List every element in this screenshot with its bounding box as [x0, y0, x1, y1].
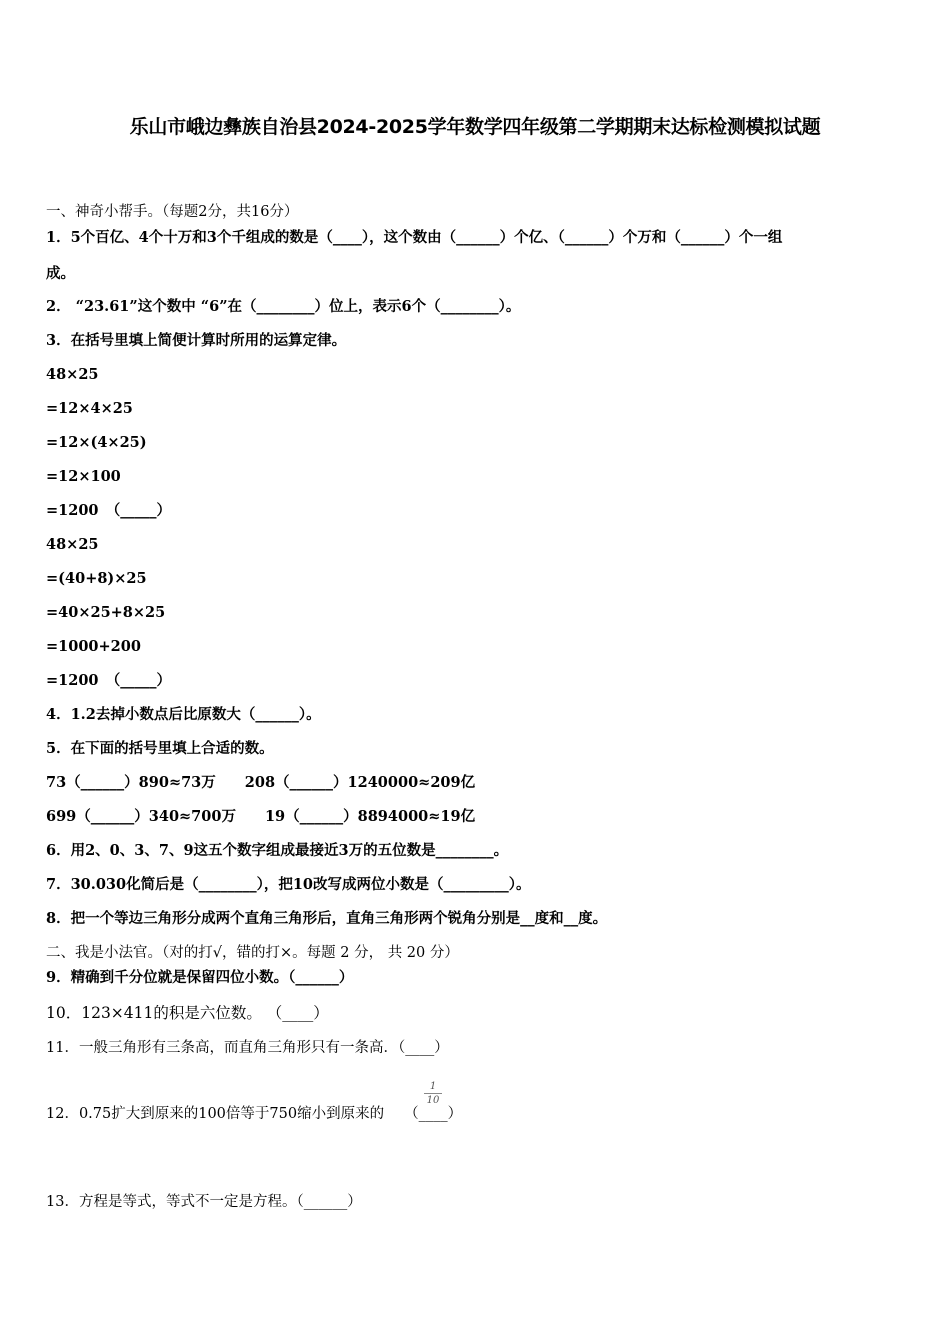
- question-1-cont: 成。: [46, 265, 75, 282]
- section-2-header: 二、我是小法官。（对的打√，错的打×。每题 2 分， 共 20 分）: [46, 945, 459, 961]
- calc2-step: =(40+8)×25: [46, 570, 147, 587]
- fraction-one-tenth: [424, 1080, 442, 1107]
- question-3: 3．在括号里填上简便计算时所用的运算定律。: [46, 332, 347, 349]
- calc2-step: 48×25: [46, 536, 99, 553]
- section-1-header: 一、神奇小帮手。（每题2分，共16分）: [46, 204, 299, 220]
- calc1-step: =1200 （_____）: [46, 502, 172, 519]
- question-10: 10．123×411的积是六位数。 （____）: [46, 1004, 329, 1022]
- calc1-step: =12×(4×25): [46, 434, 147, 451]
- calc1-step: =12×100: [46, 468, 121, 485]
- question-8: 8．把一个等边三角形分成两个直角三角形后，直角三角形两个锐角分别是__度和__度。: [46, 910, 608, 927]
- question-1: 1．5个百亿、4个十万和3个千组成的数是（____），这个数由（______）个亿、（______）个万和（______）个一组: [46, 229, 783, 246]
- calc1-step: 48×25: [46, 366, 99, 383]
- fraction-denominator: 10: [424, 1093, 442, 1107]
- question-9: 9．精确到千分位就是保留四位小数。（______）: [46, 969, 354, 986]
- calc2-step: =40×25+8×25: [46, 604, 166, 621]
- question-2: 2． “23.61”这个数中 “6”在（________）位上，表示6个（________）。: [46, 298, 521, 315]
- question-6: 6．用2、0、3、7、9这五个数字组成最接近3万的五位数是________。: [46, 842, 509, 859]
- page-title: 乐山市峨边彝族自治县2024-2025学年数学四年级第二学期期末达标检测模拟试题: [129, 116, 821, 138]
- fraction-numerator: 1: [429, 1081, 437, 1092]
- calc1-step: =12×4×25: [46, 400, 133, 417]
- question-11: 11．一般三角形有三条高，而直角三角形只有一条高．（____）: [46, 1040, 449, 1056]
- question-12-text: 12．0.75扩大到原来的100倍等于750缩小到原来的: [46, 1106, 385, 1122]
- question-13: 13．方程是等式，等式不一定是方程。（______）: [46, 1194, 362, 1210]
- calc2-step: =1000+200: [46, 638, 141, 655]
- calc2-step: =1200 （_____）: [46, 672, 172, 689]
- question-12-blank: （____）: [404, 1106, 463, 1122]
- question-4: 4．1.2去掉小数点后比原数大（______）。: [46, 706, 321, 723]
- question-7: 7．30.030化简后是（________），把10改写成两位小数是（_________）。: [46, 876, 531, 893]
- question-5-row-2: 699（______）340≈700万 19（______）8894000≈19亿: [46, 808, 476, 825]
- question-12: [46, 1104, 462, 1124]
- question-5: 5．在下面的括号里填上合适的数。: [46, 740, 274, 757]
- question-5-row-1: 73（______）890≈73万 208（______）1240000≈209亿: [46, 774, 476, 791]
